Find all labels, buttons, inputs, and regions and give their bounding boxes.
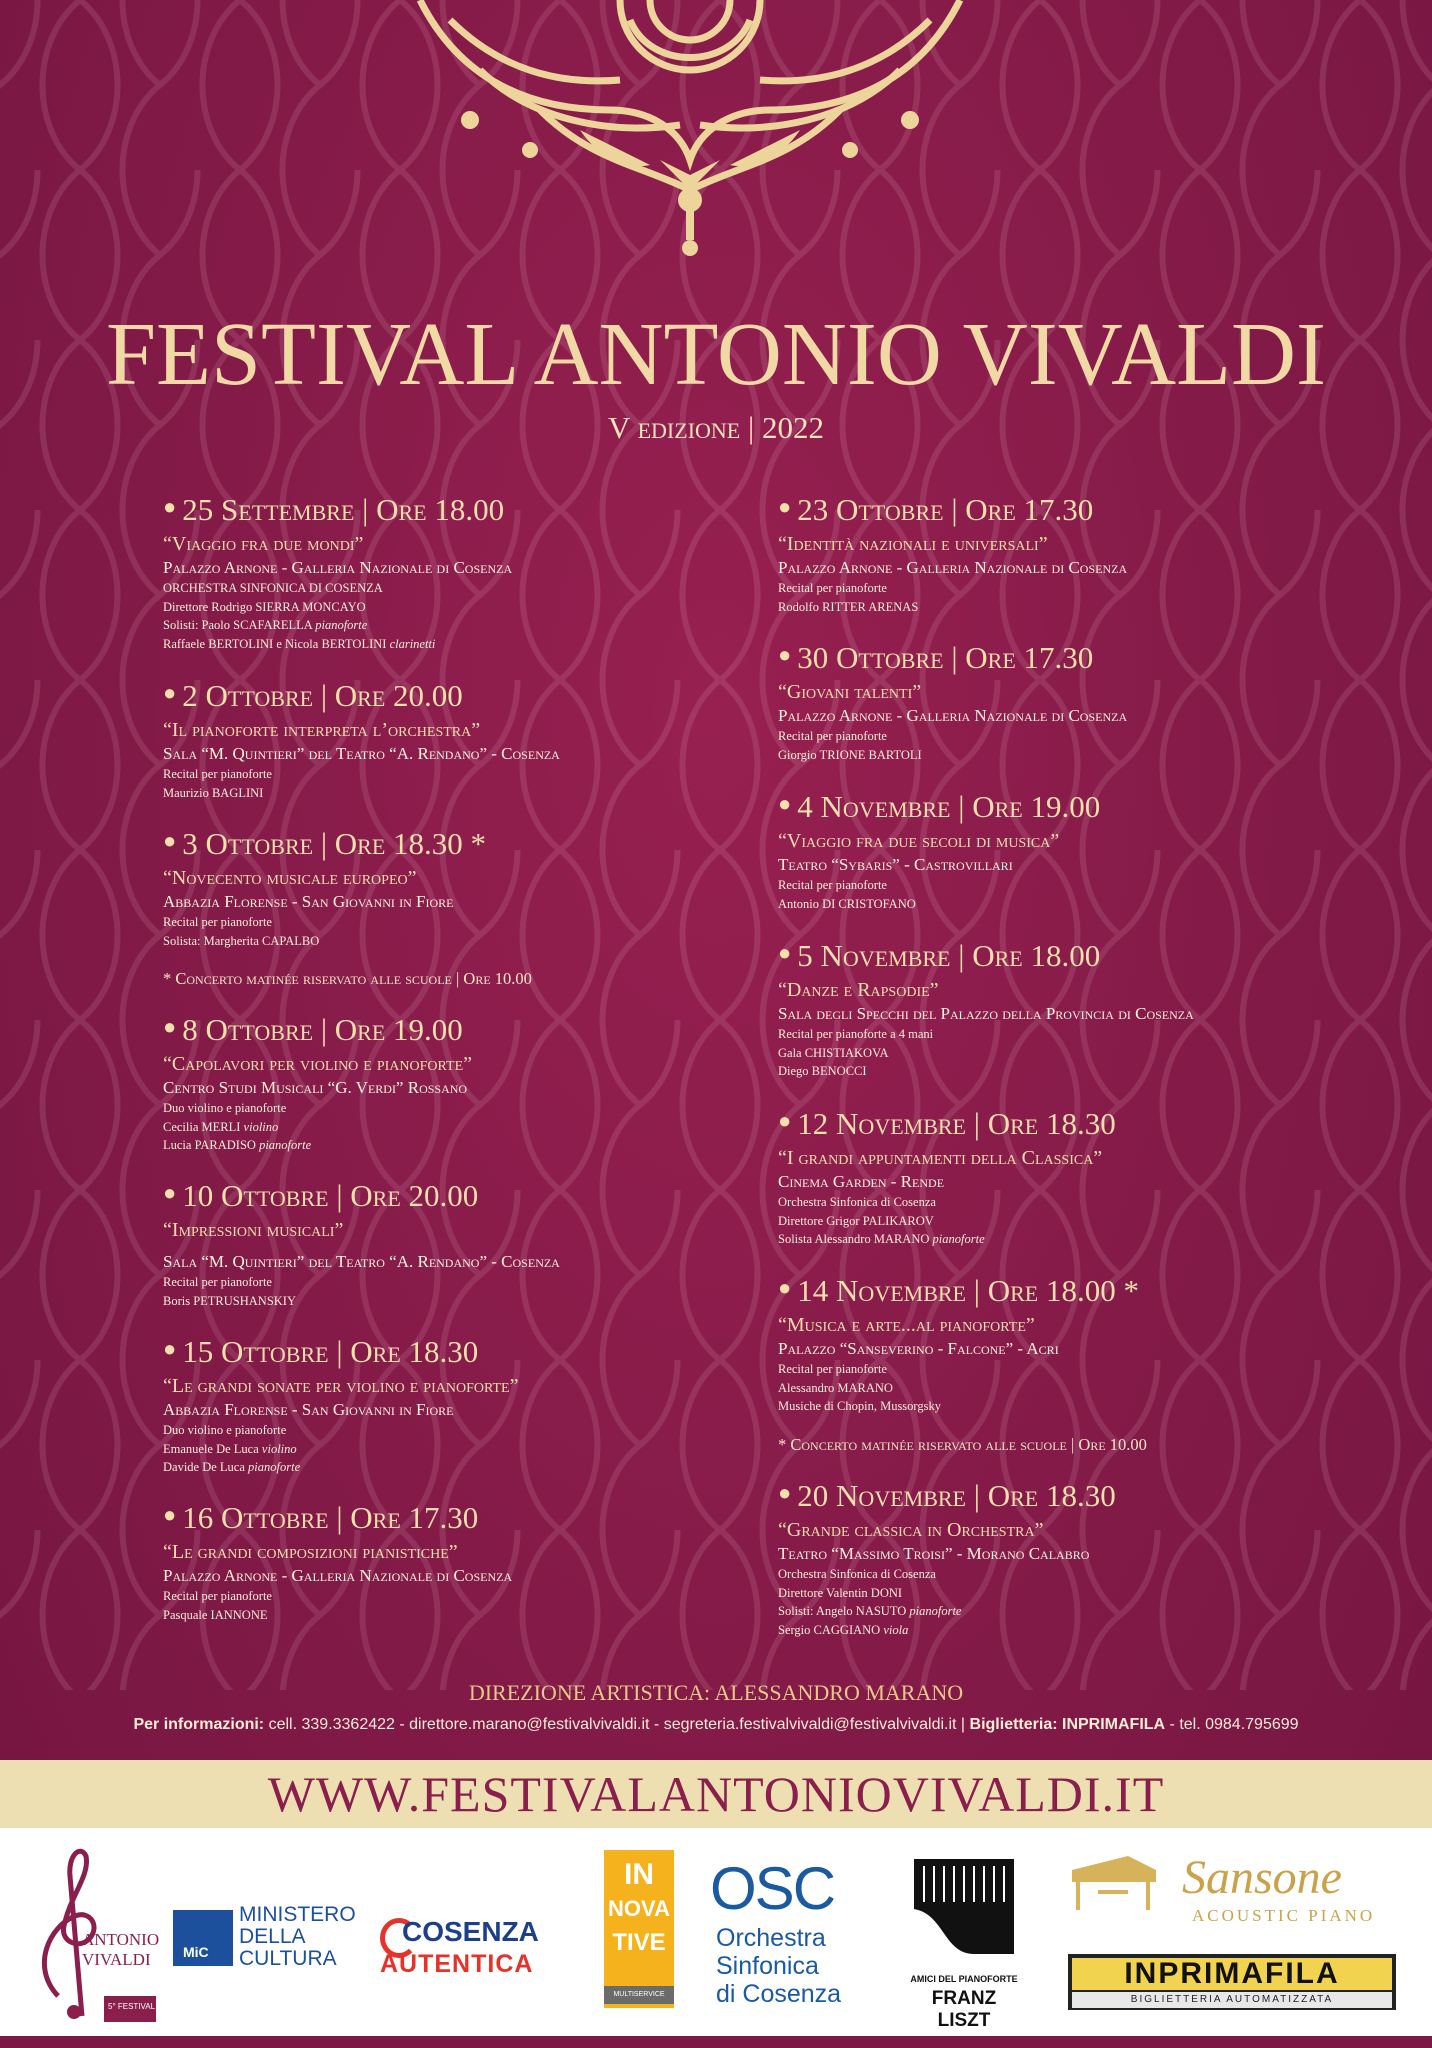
bullet-icon: ● bbox=[778, 940, 792, 965]
event-detail: Emanuele De Luca violino bbox=[163, 1441, 297, 1456]
event-detail: Recital per pianoforte bbox=[163, 1589, 272, 1603]
event-detail: Musiche di Chopin, Mussorgsky bbox=[778, 1399, 941, 1413]
event-detail: Solista: Margherita CAPALBO bbox=[163, 933, 320, 948]
event-item bbox=[778, 789, 1398, 913]
bullet-icon: ● bbox=[163, 494, 177, 519]
event-title: “Grande classica in Orchestra” bbox=[778, 1519, 1044, 1541]
event-title: “Viaggio fra due secoli di musica” bbox=[778, 830, 1060, 852]
bullet-icon: ● bbox=[163, 1336, 177, 1361]
event-title: “Impressioni musicali” bbox=[163, 1219, 344, 1241]
event-date: ● 15 Ottobre | Ore 18.30 bbox=[163, 1334, 479, 1369]
event-detail: Direttore Grigor PALIKAROV bbox=[778, 1213, 934, 1228]
event-detail: Antonio DI CRISTOFANO bbox=[778, 896, 916, 911]
event-venue: Teatro “Massimo Troisi” - Morano Calabro bbox=[778, 1544, 1090, 1563]
event-item bbox=[778, 1106, 1398, 1249]
event-date: ● 30 Ottobre | Ore 17.30 bbox=[778, 640, 1094, 675]
event-detail: Maurizio BAGLINI bbox=[163, 785, 264, 800]
event-detail: Recital per pianoforte bbox=[778, 878, 887, 892]
event-date: ● 16 Ottobre | Ore 17.30 bbox=[163, 1500, 479, 1535]
event-detail: Lucia PARADISO pianoforte bbox=[163, 1138, 312, 1152]
event-item bbox=[778, 492, 1398, 616]
mandala-ornament bbox=[380, 0, 1000, 290]
event-date: ● 12 Novembre | Ore 18.30 bbox=[778, 1106, 1116, 1141]
cosenza-autentica-logo: COSENZA AUTENTICA bbox=[380, 1916, 539, 1978]
event-title: “Capolavori per violino e pianoforte” bbox=[163, 1053, 472, 1075]
event-date: ● 8 Ottobre | Ore 19.00 bbox=[163, 1012, 463, 1047]
event-detail: ORCHESTRA SINFONICA DI COSENZA bbox=[163, 581, 383, 595]
event-detail: Direttore Valentin DONI bbox=[778, 1585, 903, 1600]
event-detail: Alessandro MARANO bbox=[778, 1380, 893, 1395]
event-title: “Identità nazionali e universali” bbox=[778, 533, 1048, 555]
event-detail: Cecilia MERLI violino bbox=[163, 1119, 279, 1134]
event-detail: Recital per pianoforte bbox=[778, 1362, 887, 1376]
bullet-icon: ● bbox=[163, 680, 177, 705]
event-title: “I grandi appuntamenti della Classica” bbox=[778, 1147, 1103, 1169]
gold-piano-icon bbox=[1068, 1850, 1160, 1920]
event-item bbox=[778, 938, 1398, 1081]
event-item bbox=[163, 678, 783, 802]
vivaldi-festival-logo: ANTONIO VIVALDI 5° FESTIVAL bbox=[30, 1846, 160, 2026]
event-detail: Recital per pianoforte bbox=[163, 767, 272, 781]
event-venue: Palazzo Arnone - Galleria Nazionale di Cosenza bbox=[778, 706, 1128, 725]
event-date: ● 10 Ottobre | Ore 20.00 bbox=[163, 1178, 479, 1213]
bullet-icon: ● bbox=[778, 1108, 792, 1133]
bullet-icon: ● bbox=[778, 1480, 792, 1505]
event-detail: Giorgio TRIONE BARTOLI bbox=[778, 747, 922, 762]
event-detail: Diego BENOCCI bbox=[778, 1064, 867, 1078]
sansone-piano-logo: Sansone ACOUSTIC PIANO bbox=[1068, 1850, 1398, 1930]
event-detail: Recital per pianoforte bbox=[163, 1275, 272, 1289]
event-detail: Duo violino e pianoforte bbox=[163, 1423, 287, 1437]
event-detail: Recital per pianoforte a 4 mani bbox=[778, 1027, 934, 1041]
event-venue: Abbazia Florense - San Giovanni in Fiore bbox=[163, 1400, 454, 1419]
website-band bbox=[0, 1760, 1432, 1828]
bullet-icon: ● bbox=[163, 1180, 177, 1205]
osc-orchestra-logo: OSC Orchestra Sinfonica di Cosenza bbox=[710, 1855, 842, 2008]
event-title: “Le grandi sonate per violino e pianoforte” bbox=[163, 1375, 519, 1397]
bullet-icon: ● bbox=[778, 791, 792, 816]
event-date: ● 20 Novembre | Ore 18.30 bbox=[778, 1478, 1116, 1513]
artistic-direction: DIREZIONE ARTISTICA: ALESSANDRO MARANO bbox=[468, 1680, 964, 1705]
event-title: “Le grandi composizioni pianistiche” bbox=[163, 1541, 458, 1563]
bullet-icon: ● bbox=[163, 828, 177, 853]
bullet-icon: ● bbox=[163, 1014, 177, 1039]
event-detail: Recital per pianoforte bbox=[163, 915, 272, 929]
event-item bbox=[163, 1334, 783, 1477]
event-detail: Davide De Luca pianoforte bbox=[163, 1460, 301, 1474]
inprimafila-logo: INPRIMAFILA BIGLIETTERIA AUTOMATIZZATA bbox=[1068, 1954, 1396, 2010]
event-venue: Abbazia Florense - San Giovanni in Fiore bbox=[163, 892, 454, 911]
event-title: “Novecento musicale europeo” bbox=[163, 867, 417, 889]
event-venue: Cinema Garden - Rende bbox=[778, 1172, 945, 1191]
event-date: ● 3 Ottobre | Ore 18.30 * bbox=[163, 826, 487, 861]
event-title: “Musica e arte...al pianoforte” bbox=[778, 1314, 1035, 1336]
event-item bbox=[778, 1478, 1398, 1639]
bullet-icon: ● bbox=[778, 1275, 792, 1300]
sponsor-logos bbox=[0, 1828, 1432, 2036]
event-date: ● 2 Ottobre | Ore 20.00 bbox=[163, 678, 463, 713]
event-detail: Orchestra Sinfonica di Cosenza bbox=[778, 1195, 936, 1209]
bullet-icon: ● bbox=[778, 494, 792, 519]
event-detail: Sergio CAGGIANO viola bbox=[778, 1622, 909, 1637]
event-detail: Rodolfo RITTER ARENAS bbox=[778, 599, 919, 614]
matinee-note: * Concerto matinée riservato alle scuole | Ore 10.00 bbox=[163, 969, 532, 988]
grand-piano-icon bbox=[904, 1854, 1024, 1964]
event-title: “Il pianoforte interpreta l’orchestra” bbox=[163, 719, 481, 741]
event-item bbox=[163, 492, 783, 653]
event-title: “Giovani talenti” bbox=[778, 681, 922, 703]
event-venue: Sala “M. Quintieri” del Teatro “A. Rendano” - Cosenza bbox=[163, 1252, 560, 1271]
event-venue: Sala “M. Quintieri” del Teatro “A. Rendano” - Cosenza bbox=[163, 744, 560, 763]
bottom-bar bbox=[0, 2036, 1432, 2048]
event-venue: Sala degli Specchi del Palazzo della Provincia di Cosenza bbox=[778, 1004, 1194, 1023]
event-detail: Recital per pianoforte bbox=[778, 581, 887, 595]
event-detail: Duo violino e pianoforte bbox=[163, 1101, 287, 1115]
event-date: ● 5 Novembre | Ore 18.00 bbox=[778, 938, 1101, 973]
event-item bbox=[163, 1500, 783, 1624]
event-detail: Recital per pianoforte bbox=[778, 729, 887, 743]
event-detail: Orchestra Sinfonica di Cosenza bbox=[778, 1567, 936, 1581]
event-detail: Direttore Rodrigo SIERRA MONCAYO bbox=[163, 599, 366, 614]
matinee-note: * Concerto matinée riservato alle scuole | Ore 10.00 bbox=[778, 1435, 1147, 1454]
event-item bbox=[778, 640, 1398, 764]
event-item bbox=[163, 826, 783, 950]
event-date: ● 23 Ottobre | Ore 17.30 bbox=[778, 492, 1094, 527]
event-detail: Raffaele BERTOLINI e Nicola BERTOLINI clarinetti bbox=[163, 636, 436, 651]
website-link[interactable]: WWW.FESTIVALANTONIOVIVALDI.IT bbox=[267, 1766, 1165, 1822]
event-date: ● 4 Novembre | Ore 19.00 bbox=[778, 789, 1101, 824]
event-detail: Solista Alessandro MARANO pianoforte bbox=[778, 1232, 985, 1246]
event-item bbox=[163, 1178, 783, 1310]
event-venue: Teatro “Sybaris” - Castrovillari bbox=[778, 855, 1013, 874]
bullet-icon: ● bbox=[163, 1502, 177, 1527]
event-title: “Danze e Rapsodie” bbox=[778, 979, 939, 1001]
innovative-logo: IN NOVA TIVE MULTISERVICE bbox=[604, 1850, 674, 2008]
festival-edition: V edizione | 2022 bbox=[608, 410, 824, 445]
event-venue: Palazzo Arnone - Galleria Nazionale di Cosenza bbox=[163, 558, 513, 577]
event-title: “Viaggio fra due mondi” bbox=[163, 533, 364, 555]
event-item bbox=[163, 1012, 783, 1155]
ministero-cultura-logo: MiC MINISTERO DELLA CULTURA bbox=[173, 1904, 363, 1974]
event-detail: Pasquale IANNONE bbox=[163, 1607, 268, 1622]
franz-liszt-logo: AMICI DEL PIANOFORTE FRANZ LISZT bbox=[904, 1854, 1024, 2018]
event-venue: Palazzo “Sanseverino - Falcone” - Acri bbox=[778, 1339, 1059, 1358]
event-detail: Gala CHISTIAKOVA bbox=[778, 1045, 889, 1060]
bullet-icon: ● bbox=[778, 642, 792, 667]
event-item bbox=[778, 1273, 1398, 1416]
event-date: ● 14 Novembre | Ore 18.00 * bbox=[778, 1273, 1139, 1308]
event-detail: Solisti: Paolo SCAFARELLA pianoforte bbox=[163, 618, 368, 632]
festival-title: FESTIVAL ANTONIO VIVALDI bbox=[105, 305, 1327, 404]
event-venue: Palazzo Arnone - Galleria Nazionale di Cosenza bbox=[163, 1566, 513, 1585]
event-detail: Solisti: Angelo NASUTO pianoforte bbox=[778, 1604, 962, 1618]
event-date: ● 25 Settembre | Ore 18.00 bbox=[163, 492, 505, 527]
event-venue: Centro Studi Musicali “G. Verdi” Rossano bbox=[163, 1078, 468, 1097]
event-venue: Palazzo Arnone - Galleria Nazionale di Cosenza bbox=[778, 558, 1128, 577]
event-detail: Boris PETRUSHANSKIY bbox=[163, 1293, 297, 1308]
info-line: Per informazioni: cell. 339.3362422 - direttore.marano@festivalvivaldi.it - segreteria.festivalvivaldi@festivalvivaldi.it | Biglietteria: INPRIMAFILA - tel. 0984.795699 bbox=[133, 1716, 1299, 1733]
